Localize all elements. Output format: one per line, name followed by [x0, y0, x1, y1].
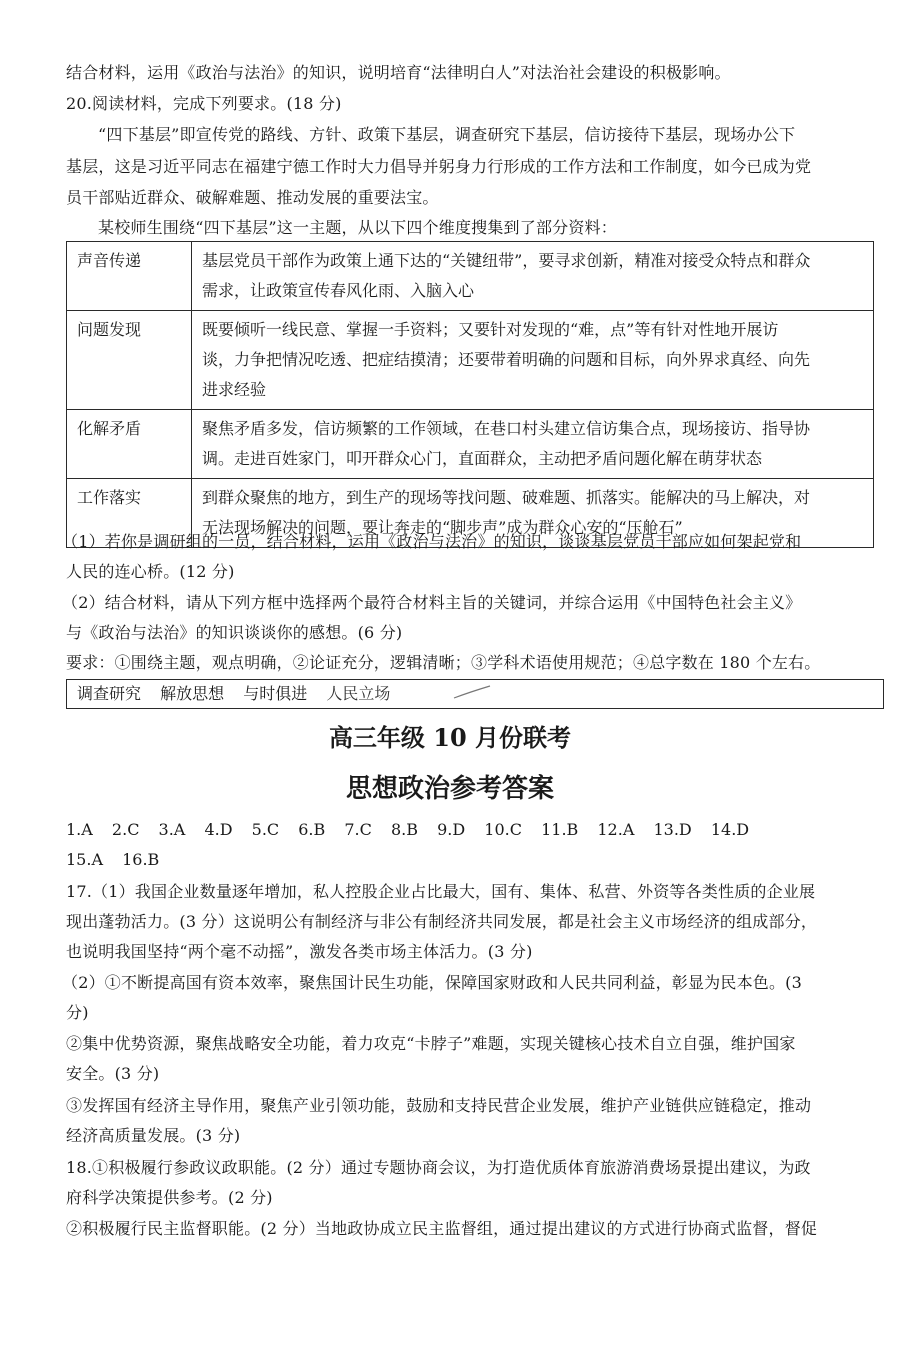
- dimension-line: 进求经验: [202, 380, 267, 399]
- q20-requirements: 要求：①围绕主题，观点明确，②论证充分，逻辑清晰；③学科术语使用规范；④总字数在 180 个左右。: [66, 653, 821, 672]
- q20-intro-line: 员干部贴近群众、破解难题、推动发展的重要法宝。: [66, 188, 439, 207]
- mc-answers-row: [66, 845, 159, 875]
- q20-heading: 20.阅读材料，完成下列要求。(18 分): [66, 94, 342, 113]
- q17-line: 分): [66, 1003, 89, 1022]
- mc-answer: 10.C: [484, 820, 522, 839]
- keyword: 与时俱进: [243, 684, 308, 703]
- q20-sub2-line: （2）结合材料，请从下列方框中选择两个最符合材料主旨的关键词，并综合运用《中国特色社会主义》: [62, 593, 802, 612]
- keyword: 调查研究: [77, 684, 142, 703]
- dimension-label: 声音传递: [67, 242, 192, 311]
- q17-line: 现出蓬勃活力。(3 分）这说明公有制经济与非公有制经济共同发展，都是社会主义市场经济的组成部分，: [66, 912, 818, 931]
- mc-answer: 4.D: [204, 820, 233, 839]
- dimension-content: [192, 242, 874, 311]
- q17-line: 也说明我国坚持“两个毫不动摇”，激发各类市场主体活力。(3 分): [66, 942, 533, 961]
- dimension-label: 问题发现: [67, 311, 192, 410]
- q20-intro-line: 某校师生围绕“四下基层”这一主题，从以下四个维度搜集到了部分资料：: [98, 218, 617, 237]
- mc-answer: 5.C: [251, 820, 280, 839]
- mc-answer: 9.D: [437, 820, 466, 839]
- mc-answer: 15.A: [66, 850, 103, 869]
- q17-line: ③发挥国有经济主导作用，聚焦产业引领功能，鼓励和支持民营企业发展，维护产业链供应链稳定，推动: [66, 1096, 812, 1115]
- mc-answer: 11.B: [541, 820, 579, 839]
- mc-answer: 6.B: [298, 820, 326, 839]
- mc-answer: 7.C: [344, 820, 372, 839]
- dimension-line: 既要倾听一线民意、掌握一手资料；又要针对发现的“难，点”等有针对性地开展访: [202, 320, 779, 339]
- mc-answer: 2.C: [111, 820, 140, 839]
- mc-answer: 1.A: [66, 820, 93, 839]
- dimension-content: [192, 311, 874, 410]
- q17-line: （2）①不断提高国有资本效率，聚焦国计民生功能，保障国家财政和人民共同利益，彰显为民本色。(3: [62, 973, 803, 992]
- q20-sub1-line: （1）若你是调研组的一员，结合材料，运用《政治与法治》的知识，谈谈基层党员干部应如何架起党和: [62, 532, 802, 551]
- mc-answer: 8.B: [390, 820, 419, 839]
- dimension-line: 聚焦矛盾多发，信访频繁的工作领域，在巷口村头建立信访集合点，现场接访、指导协: [202, 419, 811, 438]
- pen-mark: [452, 684, 492, 700]
- table-row: [67, 242, 874, 311]
- table-row: [67, 311, 874, 410]
- dimension-content: [192, 410, 874, 479]
- q17-line: 安全。(3 分): [66, 1064, 160, 1083]
- q17-line: 经济高质量发展。(3 分): [66, 1126, 241, 1145]
- dimension-line: 谈，力争把情况吃透、把症结摸清；还要带着明确的问题和目标，向外界求真经、向先: [202, 350, 811, 369]
- dimension-label: 化解矛盾: [67, 410, 192, 479]
- q18-line: 18.①积极履行参政议政职能。(2 分）通过专题协商会议，为打造优质体育旅游消费场景提出建议，为政: [66, 1158, 811, 1177]
- q19-tail: 结合材料，运用《政治与法治》的知识，说明培育“法律明白人”对法治社会建设的积极影响。: [66, 63, 731, 82]
- answer-subtitle: 思想政治参考答案: [345, 774, 554, 804]
- keyword: 人民立场: [326, 684, 391, 703]
- q18-line: 府科学决策提供参考。(2 分): [66, 1188, 273, 1207]
- mc-answer: 13.D: [653, 820, 692, 839]
- dimension-label: 工作落实: [67, 479, 192, 548]
- dimension-line: 调。走进百姓家门，叩开群众心门，直面群众，主动把矛盾问题化解在萌芽状态: [202, 449, 763, 468]
- mc-answer: 14.D: [710, 820, 750, 839]
- q20-sub1-line: 人民的连心桥。(12 分): [66, 562, 235, 581]
- dimension-line: 到群众聚焦的地方，到生产的现场等找问题、破难题、抓落实。能解决的马上解决，对: [202, 488, 811, 507]
- q20-intro-line: 基层，这是习近平同志在福建宁德工作时大力倡导并躬身力行形成的工作方法和工作制度，如今已成为党: [66, 157, 812, 176]
- table-row: [67, 410, 874, 479]
- q20-intro-line: “四下基层”即宣传党的路线、方针、政策下基层，调查研究下基层，信访接待下基层，现场办公下: [98, 125, 796, 144]
- keyword: 解放思想: [160, 684, 225, 703]
- q18-line: ②积极履行民主监督职能。(2 分）当地政协成立民主监督组，通过提出建议的方式进行协商式监督，督促: [66, 1219, 818, 1238]
- q20-sub2-line: 与《政治与法治》的知识谈谈你的感想。(6 分): [66, 623, 403, 642]
- dimension-line: 需求，让政策宣传春风化雨、入脑入心: [202, 281, 475, 300]
- mc-answers-row: [66, 815, 749, 845]
- dimension-line: 无法现场解决的问题，要让奔走的“脚步声”成为群众心安的“压舱石”: [202, 518, 683, 537]
- q17-line: 17.（1）我国企业数量逐年增加，私人控股企业占比最大，国有、集体、私营、外资等各类性质的企业展: [66, 882, 816, 901]
- dimensions-table: [66, 241, 874, 548]
- q17-line: ②集中优势资源，聚焦战略安全功能，着力攻克“卡脖子”难题，实现关键核心技术自立自强，维护国家: [66, 1034, 796, 1053]
- mc-answer: 3.A: [158, 820, 186, 839]
- mc-answer: 12.A: [597, 820, 635, 839]
- dimension-line: 基层党员干部作为政策上通下达的“关键纽带”，要寻求创新，精准对接受众特点和群众: [202, 251, 811, 270]
- answer-title: 高三年级 10 月份联考: [328, 723, 572, 752]
- mc-answer: 16.B: [122, 850, 160, 869]
